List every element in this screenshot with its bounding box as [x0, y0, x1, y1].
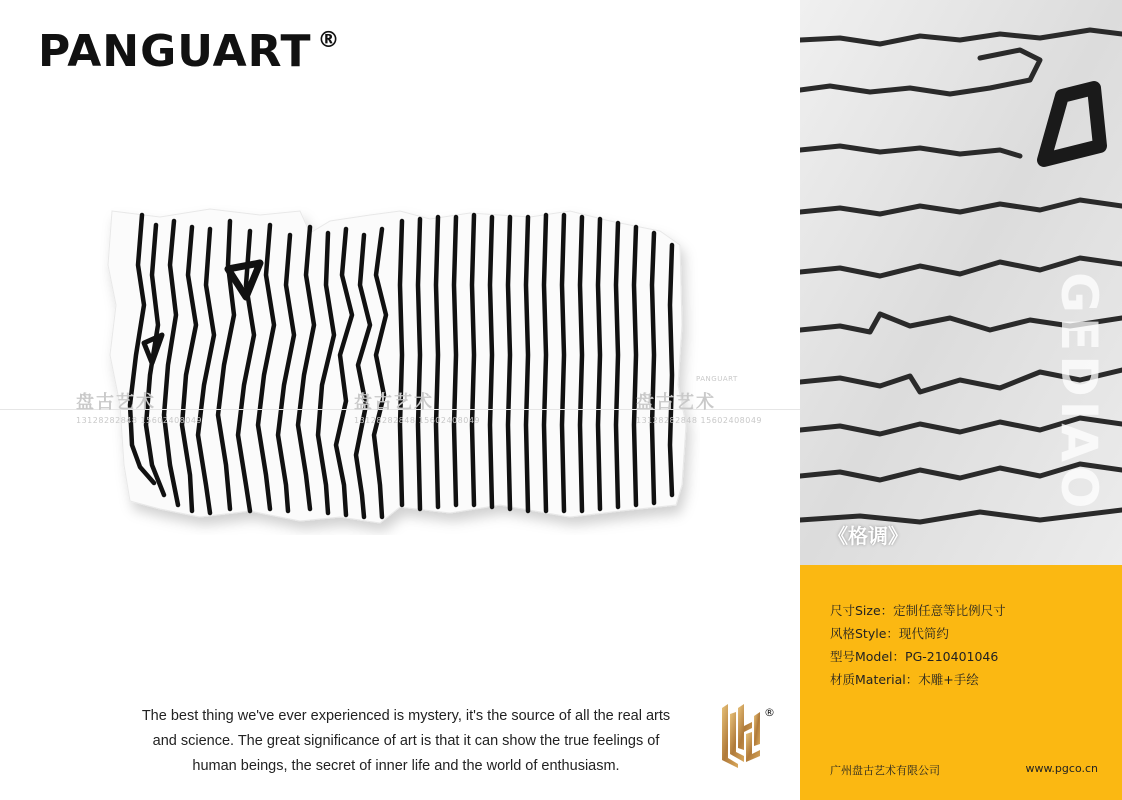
watermark-cn: 盘古艺术 [636, 392, 716, 413]
quote-line: human beings, the secret of inner life and the world of enthusiasm. [192, 758, 620, 774]
detail-image [800, 0, 1122, 565]
info-panel [800, 565, 1122, 800]
registered-mark: ® [317, 28, 341, 53]
quote-line: The best thing we've ever experienced is mystery, it's the source of all the real arts [141, 708, 671, 724]
right-panel [800, 0, 1122, 800]
vertical-watermark-text: GEDIAO [1050, 272, 1108, 513]
spec-material: 材质Material：木雕+手绘 [830, 672, 979, 687]
spec-style: 风格Style：现代简约 [830, 626, 949, 641]
watermark-en: PANGUART [696, 375, 738, 383]
quote-text [120, 704, 692, 779]
spec-model: 型号Model：PG-210401046 [830, 649, 999, 664]
company-name: 广州盘古艺术有限公司 [830, 764, 940, 777]
quote-line: and science. The great significance of art is that it can show the true feelings of [152, 733, 660, 749]
artwork-image [100, 205, 700, 535]
watermark [354, 388, 480, 425]
watermark-phone: 13128282848 15602408049 [76, 416, 203, 425]
watermark-cn: 盘古艺术 [76, 392, 156, 413]
brand-name: PANGUART [38, 26, 312, 77]
logo-registered-mark: ® [764, 706, 775, 719]
watermark [76, 388, 202, 425]
brand-title [38, 26, 341, 77]
watermark-cn: 盘古艺术 [354, 392, 434, 413]
work-title: 《格调》 [828, 524, 908, 548]
panguart-logo-icon [708, 704, 778, 768]
watermark-phone: 13128282848 15602408049 [354, 416, 481, 425]
spec-size: 尺寸Size：定制任意等比例尺寸 [830, 603, 1006, 618]
watermark [636, 375, 763, 425]
website-link[interactable]: www.pgco.cn [1025, 762, 1098, 775]
watermark-phone: 13128282848 15602408049 [636, 416, 763, 425]
